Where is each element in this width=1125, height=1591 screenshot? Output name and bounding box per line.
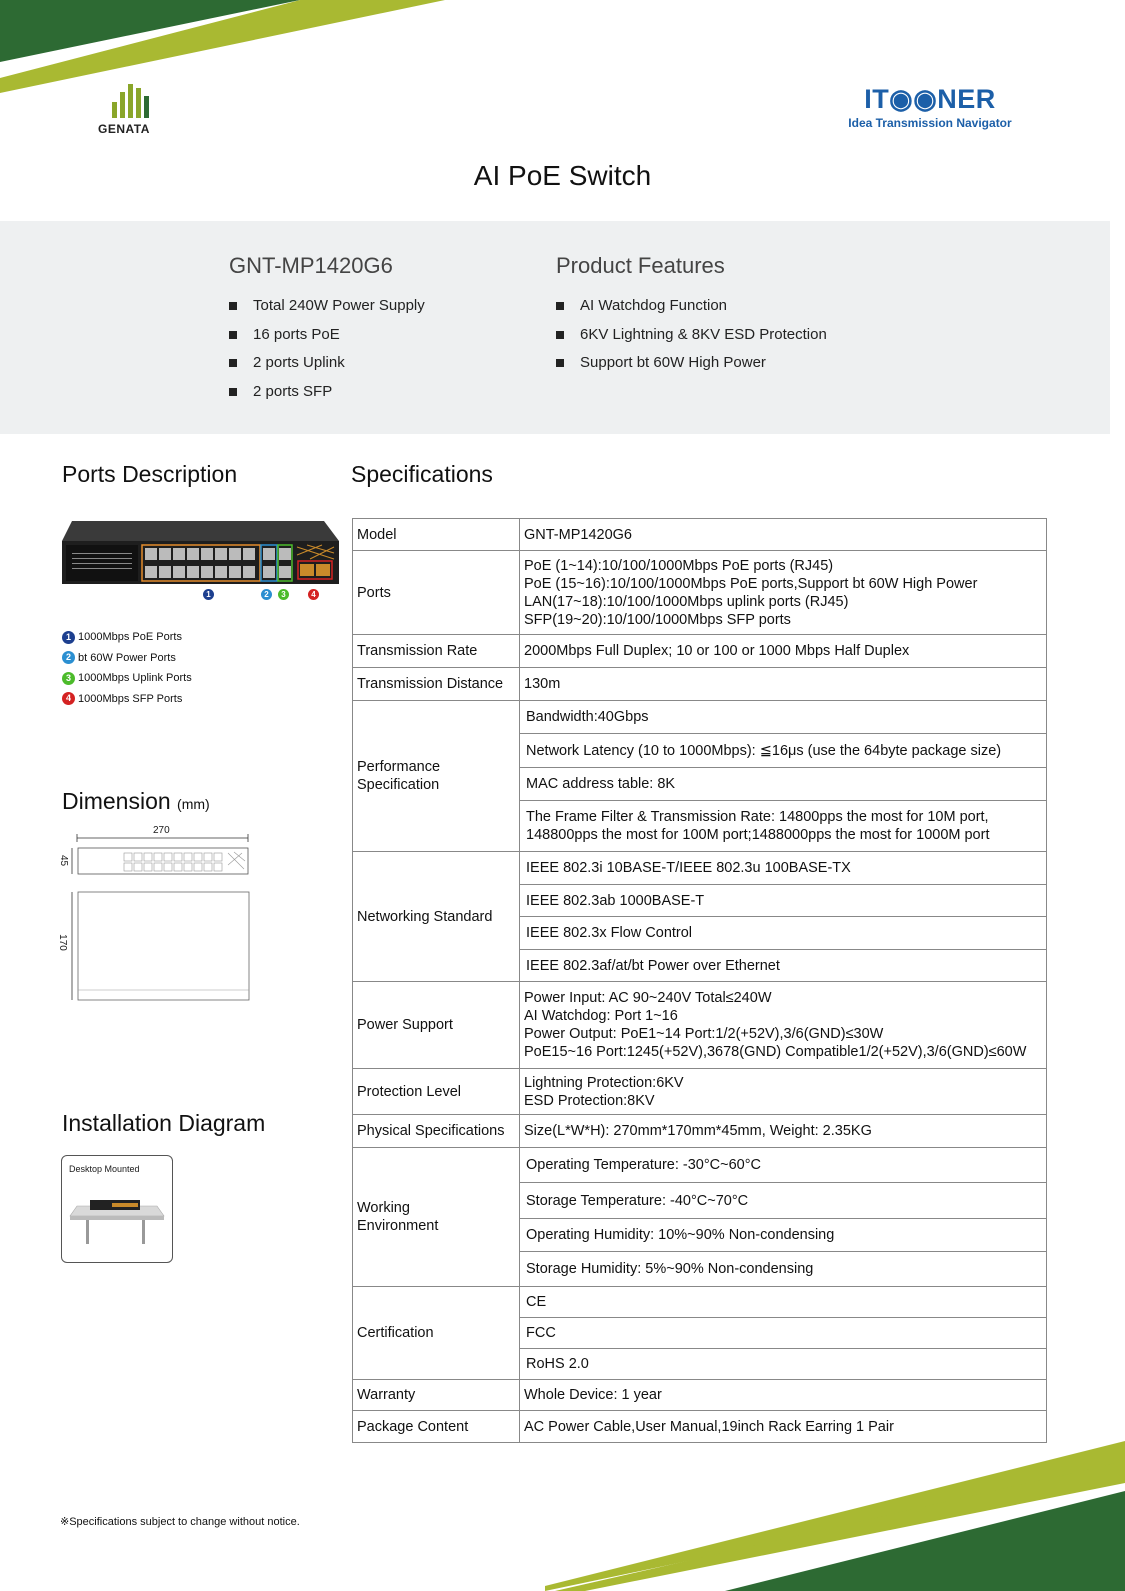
model-feature-item-text: Total 240W Power Supply <box>253 297 425 314</box>
spec-value: IEEE 802.3i 10BASE-T/IEEE 802.3u 100BASE-TX <box>520 852 1046 885</box>
spec-value: Whole Device: 1 year <box>520 1380 1047 1411</box>
product-feature-item <box>556 326 827 355</box>
bullet-square-icon <box>556 359 564 367</box>
spec-value: 2000Mbps Full Duplex; 10 or 100 or 1000 Mbps Half Duplex <box>520 635 1047 668</box>
desktop-mounted-illustration <box>62 1180 172 1260</box>
bullet-square-icon <box>556 331 564 339</box>
product-feature-item <box>556 297 827 326</box>
spec-value: MAC address table: 8K <box>520 768 1046 801</box>
spec-value: Bandwidth:40Gbps <box>520 701 1046 734</box>
legend-number-badge: 3 <box>62 672 75 685</box>
ports-legend-row <box>62 689 192 710</box>
bullet-square-icon <box>229 331 237 339</box>
spec-row <box>353 519 1047 551</box>
spec-row <box>353 1287 1047 1380</box>
spec-row <box>353 635 1047 668</box>
callout-1: 1 <box>203 589 214 600</box>
model-feature-item-text: 16 ports PoE <box>253 325 340 343</box>
spec-value-cell <box>520 1287 1047 1380</box>
spec-value: FCC <box>520 1318 1046 1349</box>
ports-legend-row <box>62 668 192 689</box>
genata-logo-mark <box>112 84 168 118</box>
spec-key: Physical Specifications <box>353 1115 520 1148</box>
spec-value: RoHS 2.0 <box>526 1356 589 1372</box>
spec-key: Certification <box>353 1287 520 1380</box>
spec-row <box>353 1411 1047 1443</box>
callout-3: 3 <box>278 589 289 600</box>
spec-value: Storage Temperature: -40°C~70°C <box>520 1183 1046 1219</box>
page-title: AI PoE Switch <box>473 160 652 191</box>
spec-value-cell <box>520 1148 1047 1287</box>
spec-row <box>353 668 1047 701</box>
legend-number-badge: 1 <box>62 631 75 644</box>
model-feature-item <box>229 326 425 355</box>
product-feature-item <box>556 354 827 383</box>
installation-label: Desktop Mounted <box>69 1164 140 1174</box>
spec-row <box>353 1148 1047 1287</box>
spec-key: Power Support <box>353 982 520 1069</box>
model-feature-item <box>229 297 425 326</box>
itooner-tagline: Idea Transmission Navigator <box>848 116 1012 130</box>
product-feature-item-text: AI Watchdog Function <box>580 297 728 314</box>
model-feature-list <box>229 297 425 411</box>
dimension-drawing <box>56 825 262 1005</box>
spec-row <box>353 1115 1047 1148</box>
spec-row <box>353 982 1047 1069</box>
spec-value: Network Latency (10 to 1000Mbps): ≦16μs (use the 64byte package size) <box>520 734 1046 768</box>
spec-row <box>353 551 1047 635</box>
genata-wordmark: GENATA <box>98 122 150 136</box>
spec-value: IEEE 802.3ab 1000BASE-T <box>520 885 1046 917</box>
model-feature-item <box>229 354 425 383</box>
spec-key: Model <box>353 519 520 551</box>
model-feature-item <box>229 383 425 412</box>
bullet-square-icon <box>229 302 237 310</box>
model-feature-item-text: 2 ports SFP <box>253 382 333 400</box>
spec-key: Transmission Rate <box>353 635 520 668</box>
bottom-right-banner <box>545 1441 1125 1591</box>
spec-key: Performance Specification <box>353 701 520 852</box>
ports-legend <box>62 627 192 709</box>
spec-value: GNT-MP1420G6 <box>520 519 1047 551</box>
spec-value: Lightning Protection:6KV ESD Protection:8KV <box>520 1069 1047 1115</box>
legend-label: bt 60W Power Ports <box>78 651 176 664</box>
switch-front-image <box>62 521 339 584</box>
callout-2: 2 <box>261 589 272 600</box>
spec-key: Transmission Distance <box>353 668 520 701</box>
product-feature-item-text: 6KV Lightning & 8KV ESD Protection <box>580 325 827 343</box>
dimension-height-label: 45 <box>58 854 70 867</box>
spec-key: Package Content <box>353 1411 520 1443</box>
specifications-title: Specifications <box>351 461 493 487</box>
callout-4: 4 <box>308 589 319 600</box>
spec-row <box>353 852 1047 982</box>
spec-value-cell <box>520 701 1047 852</box>
spec-value: Operating Humidity: 10%~90% Non-condensing <box>520 1219 1046 1252</box>
spec-value: 130m <box>520 668 1047 701</box>
spec-value: Size(L*W*H): 270mm*170mm*45mm, Weight: 2.35KG <box>520 1115 1047 1148</box>
ports-title: Ports Description <box>62 461 238 487</box>
spec-value: The Frame Filter & Transmission Rate: 14800pps the most for 10M port, 148800pps the most for 100M port;1488000pps the most for 1000M port <box>526 809 990 843</box>
legend-label: 1000Mbps PoE Ports <box>78 631 182 644</box>
model-title: GNT-MP1420G6 <box>229 253 393 278</box>
ports-legend-row <box>62 627 192 648</box>
bullet-square-icon <box>229 388 237 396</box>
spec-row <box>353 1069 1047 1115</box>
bullet-square-icon <box>556 302 564 310</box>
dimension-depth-label: 170 <box>56 934 68 951</box>
spec-row <box>353 1380 1047 1411</box>
product-feature-list <box>556 297 827 383</box>
bullet-square-icon <box>229 359 237 367</box>
dimension-width-label: 270 <box>153 825 170 836</box>
genata-logo <box>98 84 168 136</box>
footnote: ※Specifications subject to change without notice. <box>60 1516 300 1528</box>
features-title: Product Features <box>556 253 725 278</box>
legend-number-badge: 2 <box>62 651 75 664</box>
legend-label: 1000Mbps Uplink Ports <box>78 672 192 685</box>
spec-value: IEEE 802.3af/at/bt Power over Ethernet <box>526 957 780 974</box>
spec-value: Storage Humidity: 5%~90% Non-condensing <box>526 1261 814 1277</box>
summary-band <box>0 221 1110 434</box>
itooner-wordmark: IT◉◉NER <box>864 84 996 114</box>
spec-row <box>353 701 1047 852</box>
legend-number-badge: 4 <box>62 692 75 705</box>
installation-card <box>61 1155 173 1263</box>
product-feature-item-text: Support bt 60W High Power <box>580 354 766 371</box>
legend-label: 1000Mbps SFP Ports <box>78 692 183 705</box>
ports-legend-row <box>62 648 192 669</box>
installation-title: Installation Diagram <box>62 1110 266 1136</box>
spec-key: Warranty <box>353 1380 520 1411</box>
spec-key: Working Environment <box>353 1148 520 1287</box>
top-left-banner <box>0 0 460 100</box>
spec-value: CE <box>520 1287 1046 1318</box>
spec-key: Protection Level <box>353 1069 520 1115</box>
spec-value: IEEE 802.3x Flow Control <box>520 917 1046 950</box>
spec-value: AC Power Cable,User Manual,19inch Rack Earring 1 Pair <box>520 1411 1047 1443</box>
spec-value-cell <box>520 852 1047 982</box>
spec-key: Networking Standard <box>353 852 520 982</box>
spec-value: Power Input: AC 90~240V Total≤240W AI Watchdog: Port 1~16 Power Output: PoE1~14 Port:1/2(+52V),3/6(GND)≤30W PoE15~16 Port:1245(+52V),3678(GND) Compatible1/2(+52V),3/6(GND)≤60W <box>520 982 1047 1069</box>
spec-value: Operating Temperature: -30°C~60°C <box>520 1148 1046 1183</box>
dimension-title: Dimension (mm) <box>62 788 210 814</box>
specifications-table <box>352 518 1047 1443</box>
spec-key: Ports <box>353 551 520 635</box>
itooner-logo <box>840 84 1020 130</box>
model-feature-item-text: 2 ports Uplink <box>253 354 345 371</box>
spec-value: PoE (1~14):10/100/1000Mbps PoE ports (RJ45) PoE (15~16):10/100/1000Mbps PoE ports,Support bt 60W High Power LAN(17~18):10/100/1000Mbps uplink ports (RJ45) SFP(19~20):10/100/1000Mbps SFP ports <box>520 551 1047 635</box>
